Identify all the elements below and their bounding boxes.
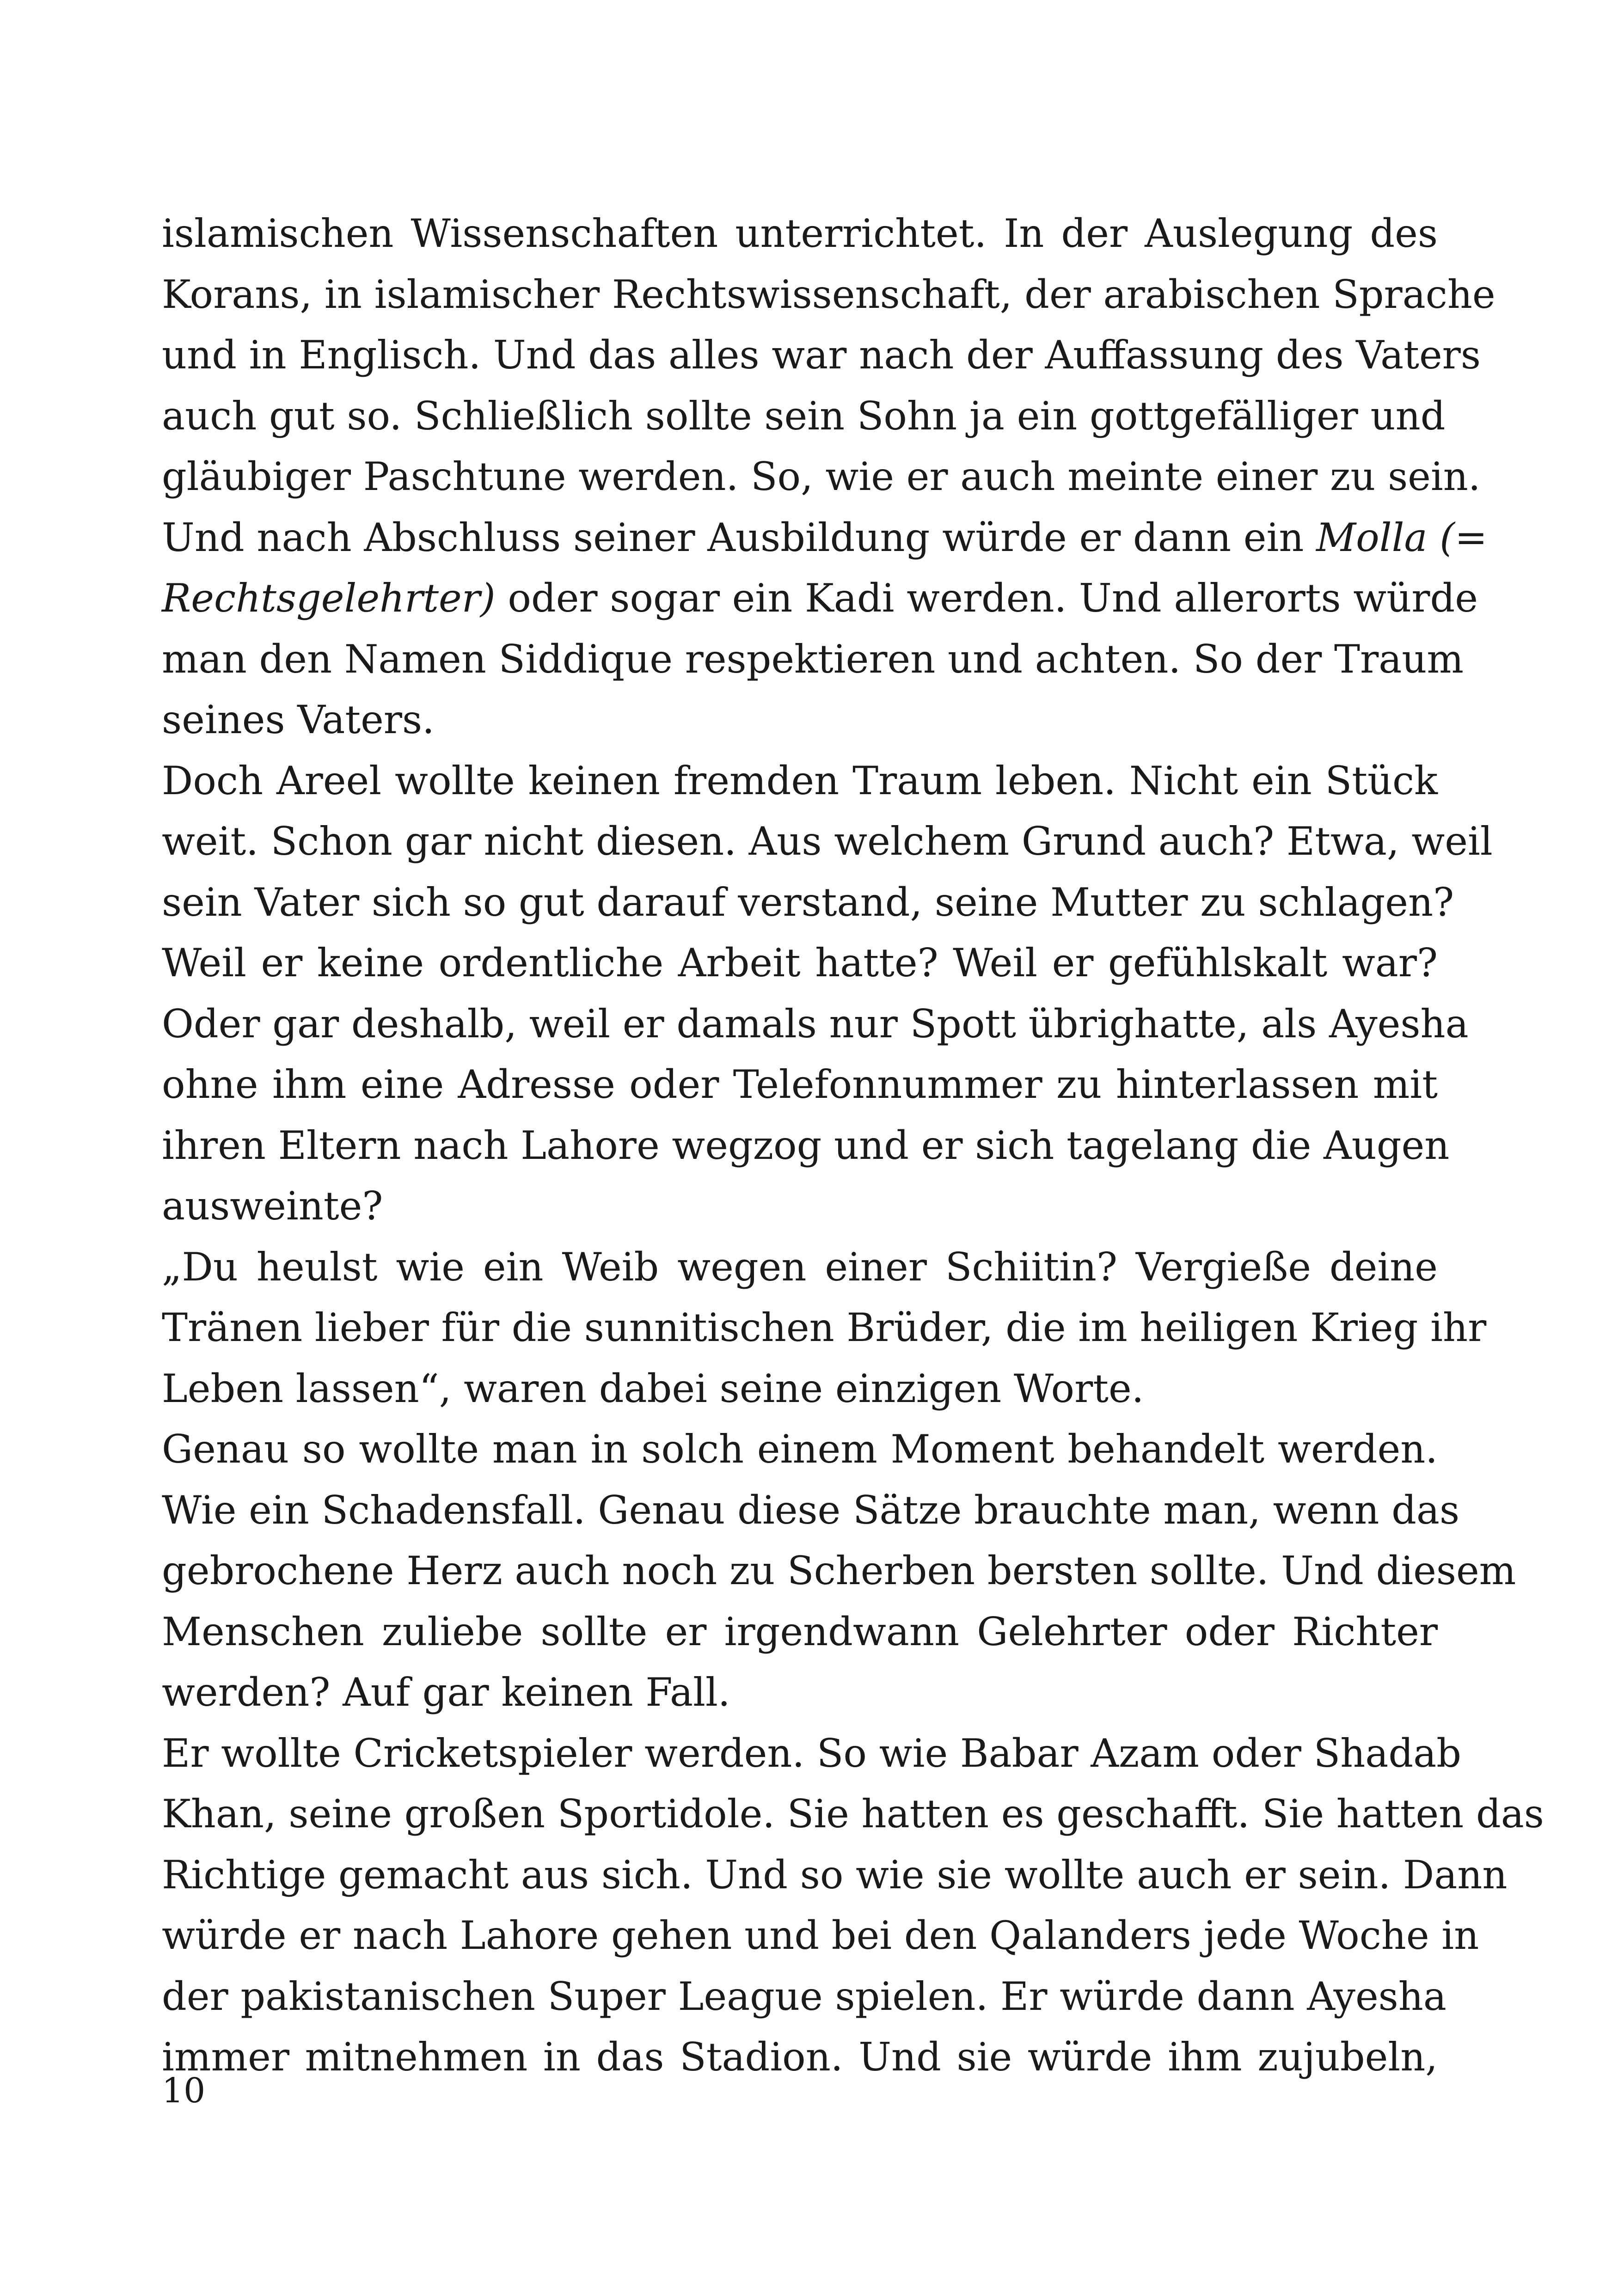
text-line bbox=[162, 1480, 1460, 1541]
text-line bbox=[162, 872, 1454, 933]
text-line bbox=[162, 203, 1438, 264]
text-segment: Weil er keine ordentliche Arbeit hatte? Weil er gefühlskalt war? bbox=[162, 940, 1438, 986]
text-segment: Leben lassen“, waren dabei seine einzigen Worte. bbox=[162, 1365, 1144, 1411]
text-segment: oder sogar ein Kadi werden. Und allerorts würde bbox=[495, 576, 1478, 621]
text-segment: Er wollte Cricketspieler werden. So wie Babar Azam oder Shadab bbox=[162, 1730, 1462, 1776]
text-segment: ausweinte? bbox=[162, 1183, 383, 1229]
text-segment: Und nach Abschluss seiner Ausbildung würde er dann ein bbox=[162, 514, 1317, 560]
text-segment: der pakistanischen Super League spielen. Er würde dann Ayesha bbox=[162, 1973, 1446, 2019]
text-line bbox=[162, 447, 1481, 508]
text-segment: immer mitnehmen in das Stadion. Und sie würde ihm zujubeln, bbox=[162, 2034, 1438, 2080]
text-line bbox=[162, 1359, 1438, 1420]
text-line bbox=[162, 264, 1495, 325]
text-line bbox=[162, 2027, 1438, 2088]
text-line bbox=[162, 1784, 1544, 1845]
text-segment: Richtige gemacht aus sich. Und so wie sie wollte auch er sein. Dann bbox=[162, 1852, 1508, 1898]
text-line bbox=[162, 629, 1464, 690]
text-line bbox=[162, 1237, 1438, 1298]
text-segment: Khan, seine großen Sportidole. Sie hatten es geschafft. Sie hatten das bbox=[162, 1791, 1544, 1837]
text-segment: Oder gar deshalb, weil er damals nur Spott übrighatte, als Ayesha bbox=[162, 1001, 1469, 1047]
text-line bbox=[162, 1845, 1508, 1906]
text-segment: Genau so wollte man in solch einem Moment behandelt werden. bbox=[162, 1427, 1438, 1472]
text-segment: islamischen Wissenschaften unterrichtet. In der Auslegung des bbox=[162, 211, 1438, 256]
text-segment: sein Vater sich so gut darauf verstand, seine Mutter zu schlagen? bbox=[162, 879, 1454, 925]
text-segment: weit. Schon gar nicht diesen. Aus welchem Grund auch? Etwa, weil bbox=[162, 819, 1493, 864]
text-line bbox=[162, 1723, 1462, 1784]
italic-text: Rechtsgelehrter) bbox=[162, 576, 496, 621]
text-line bbox=[162, 386, 1446, 447]
text-segment: Menschen zuliebe sollte er irgendwann Gelehrter oder Richter bbox=[162, 1609, 1438, 1654]
text-line bbox=[162, 1115, 1450, 1176]
text-line bbox=[162, 751, 1438, 812]
text-line bbox=[162, 933, 1438, 994]
text-line bbox=[162, 568, 1478, 629]
text-line bbox=[162, 1176, 1438, 1237]
text-line bbox=[162, 325, 1481, 386]
text-segment: auch gut so. Schließlich sollte sein Sohn ja ein gottgefälliger und bbox=[162, 393, 1446, 439]
text-segment: würde er nach Lahore gehen und bei den Qalanders jede Woche in bbox=[162, 1913, 1479, 1958]
text-segment: „Du heulst wie ein Weib wegen einer Schiitin? Vergieße deine bbox=[162, 1244, 1438, 1290]
text-segment: Tränen lieber für die sunnitischen Brüder, die im heiligen Krieg ihr bbox=[162, 1305, 1487, 1350]
text-line bbox=[162, 1602, 1438, 1663]
text-line bbox=[162, 1298, 1487, 1359]
text-line bbox=[162, 1419, 1438, 1480]
text-segment: und in Englisch. Und das alles war nach der Auffassung des Vaters bbox=[162, 332, 1481, 378]
italic-text: Molla (= bbox=[1316, 514, 1488, 560]
text-segment: gläubiger Paschtune werden. So, wie er auch meinte einer zu sein. bbox=[162, 454, 1481, 499]
body-text bbox=[162, 203, 1544, 2088]
text-line bbox=[162, 1905, 1479, 1966]
text-segment: Korans, in islamischer Rechtswissenschaft, der arabischen Sprache bbox=[162, 271, 1495, 317]
text-line bbox=[162, 508, 1488, 569]
text-segment: ohne ihm eine Adresse oder Telefonnummer zu hinterlassen mit bbox=[162, 1062, 1438, 1107]
text-line bbox=[162, 690, 1438, 751]
page-number: 10 bbox=[162, 2071, 206, 2111]
text-line bbox=[162, 1054, 1438, 1115]
text-line bbox=[162, 811, 1493, 872]
text-segment: gebrochene Herz auch noch zu Scherben bersten sollte. Und diesem bbox=[162, 1548, 1516, 1593]
text-segment: Doch Areel wollte keinen fremden Traum leben. Nicht ein Stück bbox=[162, 758, 1438, 803]
text-line bbox=[162, 994, 1469, 1055]
text-segment: seines Vaters. bbox=[162, 697, 435, 742]
text-segment: werden? Auf gar keinen Fall. bbox=[162, 1670, 730, 1715]
text-segment: ihren Eltern nach Lahore wegzog und er sich tagelang die Augen bbox=[162, 1122, 1450, 1168]
text-line bbox=[162, 1662, 1438, 1723]
text-line bbox=[162, 1966, 1446, 2027]
text-line bbox=[162, 1541, 1516, 1602]
text-segment: man den Namen Siddique respektieren und achten. So der Traum bbox=[162, 636, 1464, 682]
text-segment: Wie ein Schadensfall. Genau diese Sätze brauchte man, wenn das bbox=[162, 1487, 1460, 1533]
